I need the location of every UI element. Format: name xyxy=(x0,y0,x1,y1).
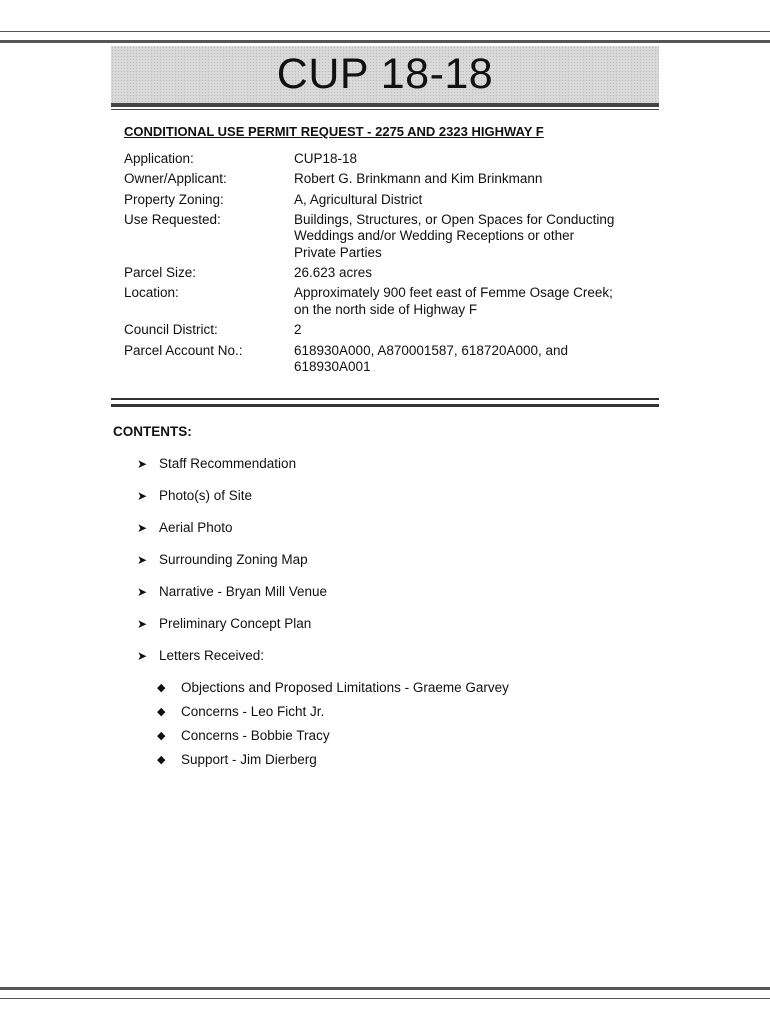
application-info-table xyxy=(124,151,644,379)
info-row xyxy=(124,265,644,282)
bottom-rule xyxy=(0,987,770,999)
arrow-bullet-icon: ➤ xyxy=(137,649,148,663)
contents-item xyxy=(137,551,327,583)
arrow-bullet-icon: ➤ xyxy=(137,489,148,503)
info-label: Location: xyxy=(124,285,179,301)
contents-item-label: Narrative - Bryan Mill Venue xyxy=(159,584,328,599)
letter-item xyxy=(157,751,509,775)
info-value xyxy=(294,151,634,168)
contents-item xyxy=(137,583,327,615)
top-rule xyxy=(0,31,770,43)
contents-item-label: Staff Recommendation xyxy=(159,456,297,471)
letters-list xyxy=(157,679,509,775)
info-value-line: 26.623 acres xyxy=(294,265,373,281)
letter-item-label: Concerns - Bobbie Tracy xyxy=(181,728,330,743)
info-label: Use Requested: xyxy=(124,211,221,227)
contents-item-label: Surrounding Zoning Map xyxy=(159,552,308,567)
info-value xyxy=(294,285,634,318)
arrow-bullet-icon: ➤ xyxy=(137,617,148,631)
contents-list xyxy=(137,455,327,679)
page-title: CUP 18-18 xyxy=(276,50,494,98)
info-value-line: Weddings and/or Wedding Receptions or other xyxy=(294,228,575,244)
info-row xyxy=(124,171,644,188)
contents-item-label: Aerial Photo xyxy=(159,520,233,535)
letter-item xyxy=(157,679,509,703)
contents-item-label: Letters Received: xyxy=(159,648,265,663)
permit-subject-heading: CONDITIONAL USE PERMIT REQUEST - 2275 AND 2323 HIGHWAY F xyxy=(124,124,544,139)
contents-item xyxy=(137,647,327,679)
info-label: Parcel Size: xyxy=(124,265,197,281)
contents-item xyxy=(137,519,327,551)
diamond-bullet-icon: ◆ xyxy=(157,682,166,694)
info-value-line: 2 xyxy=(294,322,302,338)
info-value xyxy=(294,212,634,262)
letter-item-label: Concerns - Leo Ficht Jr. xyxy=(181,704,325,719)
info-value xyxy=(294,171,634,188)
diamond-bullet-icon: ◆ xyxy=(157,754,166,766)
info-value-line: CUP18-18 xyxy=(294,151,358,166)
info-value-line: Robert G. Brinkmann and Kim Brinkmann xyxy=(294,171,543,187)
info-row xyxy=(124,212,644,262)
contents-item xyxy=(137,487,327,519)
info-value xyxy=(294,343,634,376)
info-label: Application: xyxy=(124,151,194,166)
diamond-bullet-icon: ◆ xyxy=(157,730,166,742)
arrow-bullet-icon: ➤ xyxy=(137,585,148,599)
info-label: Owner/Applicant: xyxy=(124,171,227,187)
info-value xyxy=(294,192,634,209)
contents-item-label: Photo(s) of Site xyxy=(159,488,253,503)
info-row xyxy=(124,285,644,318)
info-value-line: on the north side of Highway F xyxy=(294,301,478,317)
letter-item-label: Support - Jim Dierberg xyxy=(181,752,317,767)
arrow-bullet-icon: ➤ xyxy=(137,553,148,567)
contents-item-label: Preliminary Concept Plan xyxy=(159,616,312,631)
info-value-line: 618930A001 xyxy=(294,359,371,375)
info-value-line: Private Parties xyxy=(294,244,382,260)
info-value-line: Approximately 900 feet east of Femme Osage Creek; xyxy=(294,285,613,301)
info-value xyxy=(294,265,634,282)
info-row xyxy=(124,192,644,209)
letter-item xyxy=(157,727,509,751)
info-row xyxy=(124,151,644,168)
arrow-bullet-icon: ➤ xyxy=(137,457,148,471)
arrow-bullet-icon: ➤ xyxy=(137,521,148,535)
section-divider xyxy=(111,398,659,407)
info-label: Council District: xyxy=(124,322,218,338)
info-row xyxy=(124,343,644,376)
info-label: Parcel Account No.: xyxy=(124,342,243,358)
contents-item xyxy=(137,455,327,487)
info-value xyxy=(294,322,634,339)
letter-item-label: Objections and Proposed Limitations - Graeme Garvey xyxy=(181,680,509,695)
diamond-bullet-icon: ◆ xyxy=(157,706,166,718)
info-value-line: 618930A000, A870001587, 618720A000, and xyxy=(294,342,569,358)
letter-item xyxy=(157,703,509,727)
title-banner xyxy=(111,46,659,107)
info-value-line: A, Agricultural District xyxy=(294,191,423,207)
contents-item xyxy=(137,615,327,647)
contents-heading: CONTENTS: xyxy=(113,424,192,439)
info-row xyxy=(124,322,644,339)
info-value-line: Buildings, Structures, or Open Spaces for Conducting xyxy=(294,211,615,227)
info-label: Property Zoning: xyxy=(124,191,224,207)
